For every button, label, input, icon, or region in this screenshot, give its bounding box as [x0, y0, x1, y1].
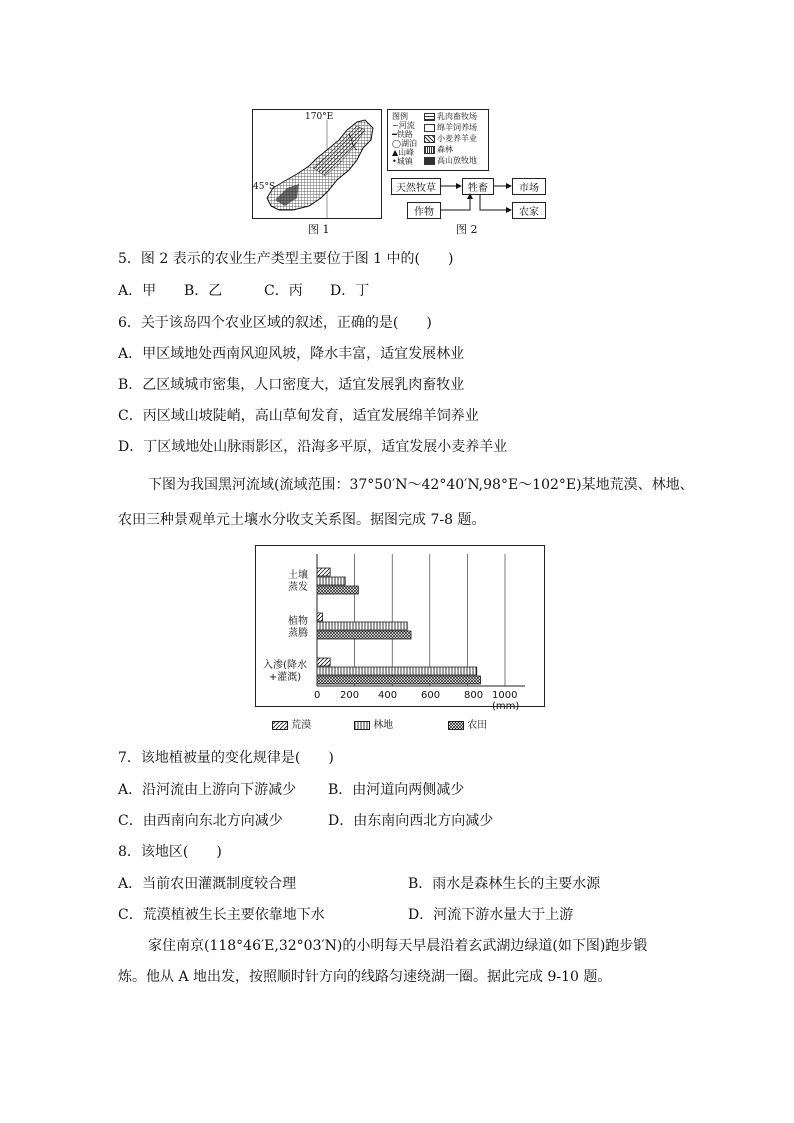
q7-stem: 7．该地植被量的变化规律是( ) [118, 750, 334, 766]
q8-stem: 8．该地区( ) [118, 844, 222, 860]
q8-option-c: C．荒漠植被生长主要依靠地下水 [118, 907, 325, 923]
legend-sheep: 绵羊饲养场 [424, 122, 477, 133]
bar-farmland-0 [317, 586, 358, 594]
x-tick-800: 800 [464, 690, 484, 701]
soil-water-chart [255, 545, 545, 712]
category-label-infiltration: 入渗(降水+灌溉) [263, 660, 307, 683]
bar-farmland-2 [317, 676, 481, 684]
q7-option-d: D．由东南向西北方向减少 [328, 813, 494, 829]
legend-alpine: 高山放牧地 [424, 155, 477, 166]
legend-forest: 森林 [424, 144, 453, 155]
category-label-transpiration: 植物蒸腾 [288, 616, 308, 639]
box-market: 市场 [512, 178, 546, 195]
intro-9-10-line2: 炼。他从 A 地出发，按照顺时针方向的线路匀速绕湖一圈。据此完成 9-10 题。 [118, 969, 612, 985]
q5-option-a: A．甲 [118, 283, 157, 299]
lake-symbol-icon: ◯ [392, 139, 401, 148]
category-label-evaporation: 土壤蒸发 [288, 570, 308, 593]
island-map-graphic [253, 110, 381, 218]
intro-7-8-line1: 下图为我国黑河流域(流域范围：37°50′N～42°40′N,98°E～102°E)某地荒漠、林地、 [148, 477, 694, 493]
legend-lake: ◯湖泊 [392, 139, 417, 148]
intro-9-10-line1: 家住南京(118°46′E,32°03′N)的小明每天早晨沿着玄武湖边绿道(如下图)跑步锻 [148, 938, 648, 954]
box-farm: 农家 [512, 202, 546, 219]
peak-symbol-icon: ▲ [392, 148, 399, 157]
bar-forest-0 [317, 577, 345, 585]
q7-option-c: C．由西南向东北方向减少 [118, 813, 283, 829]
chart-legend-desert: 荒漠 [272, 716, 311, 731]
q6-option-c: C．丙区域山坡陡峭，高山草甸发育，适宜发展绵羊饲养业 [118, 408, 479, 424]
x-tick-600: 600 [421, 690, 441, 701]
q5-option-b: B．乙 [184, 283, 223, 299]
legend-title: 图例 [392, 112, 408, 121]
bar-forest-1 [317, 622, 407, 630]
x-tick-1000: 1000 (mm) [492, 690, 520, 712]
bar-desert-2 [317, 658, 330, 666]
arrow-crops-livestock [440, 194, 470, 210]
q6-option-d: D．丁区域地处山脉雨影区，沿海多平原，适宜发展小麦养羊业 [118, 439, 508, 455]
q6-option-b: B．乙区域城市密集，人口密度大，适宜发展乳肉畜牧业 [118, 377, 465, 393]
q5-stem: 5．图 2 表示的农业生产类型主要位于图 1 中的( ) [118, 251, 454, 267]
q8-option-b: B．雨水是森林生长的主要水源 [408, 876, 601, 892]
forest-swatch-icon [354, 721, 370, 730]
intro-7-8-line2: 农田三种景观单元土壤水分收支关系图。据图完成 7-8 题。 [118, 512, 486, 528]
chart-legend-farmland: 农田 [448, 716, 487, 731]
box-pasture: 天然牧草 [391, 178, 441, 195]
figure-2-caption: 图 2 [456, 223, 478, 236]
longitude-label: 170°E [305, 112, 334, 122]
desert-swatch-icon [272, 721, 288, 730]
x-tick-0: 0 [314, 690, 321, 701]
q7-option-b: B．由河道向两侧减少 [328, 782, 465, 798]
x-tick-200: 200 [340, 690, 360, 701]
q6-stem: 6．关于该岛四个农业区域的叙述，正确的是( ) [118, 315, 432, 331]
figure-1-caption: 图 1 [308, 223, 330, 236]
legend-wheat-sheep: 小麦养羊业 [424, 133, 477, 144]
box-livestock: 牲畜 [462, 178, 494, 195]
railway-symbol-icon: ━ [392, 130, 397, 139]
figure-1-map [252, 109, 382, 219]
legend-railway: ━铁路 [392, 130, 413, 139]
box-crops: 作物 [407, 202, 441, 219]
river-symbol-icon: ~ [392, 121, 399, 130]
figure-2-arrows [380, 170, 550, 225]
chart-legend-forest: 林地 [354, 716, 393, 731]
legend-river: ~河流 [392, 121, 415, 130]
bar-forest-2 [317, 667, 477, 675]
q8-option-d: D．河流下游水量大于上游 [408, 907, 574, 923]
latitude-label: 45°S [253, 182, 276, 192]
legend-dairy: 乳肉畜牧场 [424, 111, 477, 122]
q8-option-a: A．当前农田灌溉制度较合理 [118, 876, 297, 892]
farmland-swatch-icon [448, 721, 464, 730]
legend-town: •城镇 [392, 157, 413, 166]
x-tick-400: 400 [378, 690, 398, 701]
town-symbol-icon: • [392, 157, 397, 166]
q7-option-a: A．沿河流由上游向下游减少 [118, 782, 297, 798]
bar-desert-0 [317, 568, 330, 576]
q6-option-a: A．甲区域地处西南风迎风坡，降水丰富，适宜发展林业 [118, 346, 465, 362]
figure-1-legend [387, 109, 489, 171]
q5-option-c: C．丙 [264, 283, 303, 299]
bar-desert-1 [317, 613, 323, 621]
q5-option-d: D．丁 [330, 283, 370, 299]
arrow-livestock-farm [480, 194, 511, 210]
bar-farmland-1 [317, 631, 411, 639]
legend-peak: ▲山峰 [392, 148, 415, 157]
